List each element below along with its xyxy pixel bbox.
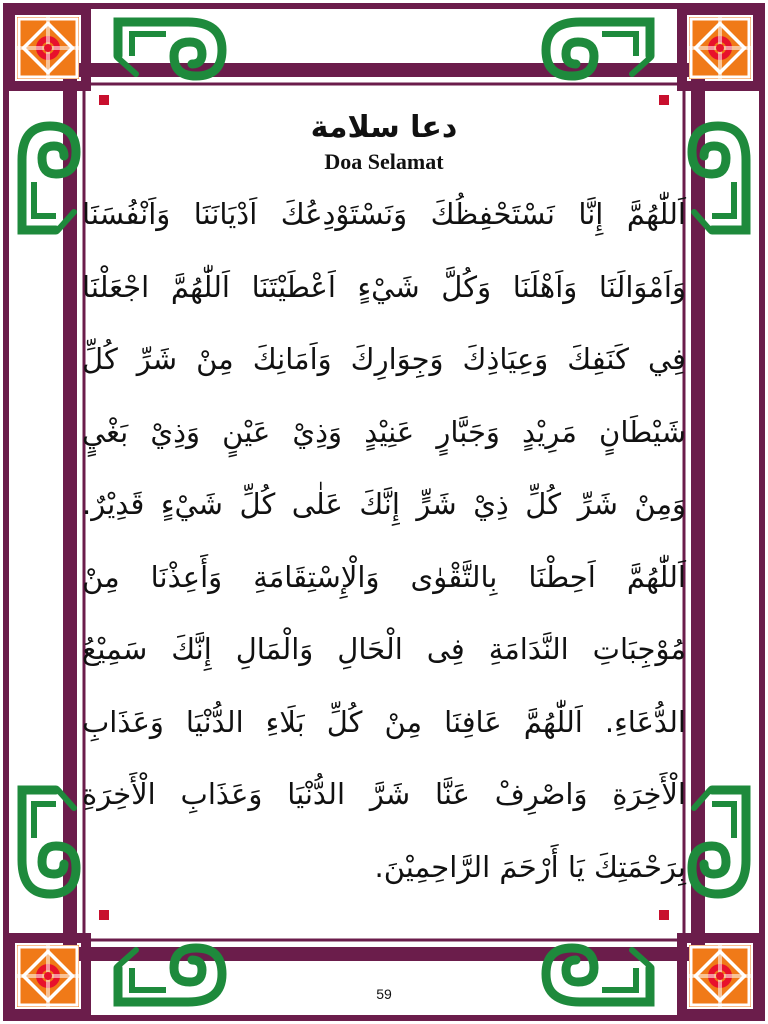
prayer-line: مُوْجِبَاتِ النَّدَامَةِ فِى الْحَالِ وَالْمَالِ إِنَّكَ سَمِيْعُ — [82, 632, 686, 666]
page-number: 59 — [376, 986, 392, 1002]
prayer-line: الْأَخِرَةِ وَاصْرِفْ عَنَّا شَرَّ الدُّنْيَا وَعَذَابِ الْأَخِرَةِ — [82, 777, 686, 811]
corner-tile-icon — [17, 17, 79, 79]
prayer-line: وَمِنْ شَرِّ كُلِّ ذِيْ شَرٍّ إِنَّكَ عَلٰى كُلِّ شَيْءٍ قَدِيْرٌ. — [82, 487, 686, 521]
prayer-line: اَللّٰهُمَّ إِنَّا نَسْتَحْفِظُكَ وَنَسْتَوْدِعُكَ اَدْيَانَنَا وَاَنْفُسَنَا — [82, 197, 686, 231]
title-arabic: دعا سلامة — [310, 110, 458, 145]
prayer-text — [82, 178, 686, 903]
title-latin: Doa Selamat — [324, 149, 444, 174]
corner-tile-icon — [689, 17, 751, 79]
prayer-line: بِرَحْمَتِكَ يَا أَرْحَمَ الرَّاحِمِيْنَ. — [374, 849, 686, 884]
prayer-line: شَيْطَانٍ مَرِيْدٍ وَجَبَّارٍ عَنِيْدٍ وَذِيْ عَيْنٍ وَذِيْ بَغْيٍ — [82, 414, 686, 449]
prayer-line: فِي كَنَفِكَ وَعِيَاذِكَ وَجِوَارِكَ وَاَمَانِكَ مِنْ شَرِّ كُلِّ — [82, 342, 686, 376]
prayer-line: الدُّعَاءِ. اَللّٰهُمَّ عَافِنَا مِنْ كُلِّ بَلَاءِ الدُّنْيَا وَعَذَابِ — [82, 704, 686, 739]
prayer-line: وَاَمْوَالَنَا وَاَهْلَنَا وَكُلَّ شَيْءٍ اَعْطَيْتَنَا اَللّٰهُمَّ اجْعَلْنَا — [82, 269, 686, 304]
prayer-content — [82, 100, 686, 920]
prayer-line: اَللّٰهُمَّ اَحِطْنَا بِالتَّقْوٰى وَالْإِسْتِقَامَةِ وَأَعِذْنَا مِنْ — [82, 559, 686, 594]
